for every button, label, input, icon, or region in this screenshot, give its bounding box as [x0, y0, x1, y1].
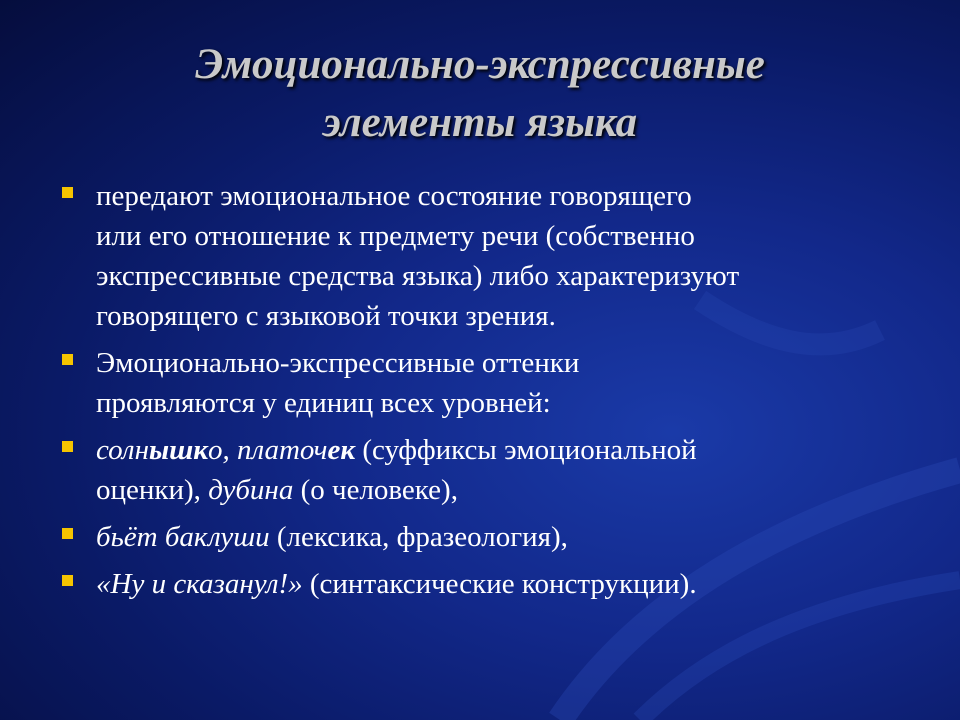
- bullet-3-text-1: (суффиксы эмоциональной: [355, 434, 697, 466]
- title-line-1: Эмоционально-экспрессивные: [195, 41, 765, 88]
- square-bullet-icon: [62, 354, 73, 365]
- bullet-1-line-3: экспрессивные средства языка) либо характеризуют: [96, 260, 740, 292]
- bullet-list: [58, 176, 908, 611]
- square-bullet-icon: [62, 528, 73, 539]
- bullet-item-5: [58, 564, 908, 604]
- bullet-2-line-2: проявляются у единиц всех уровней:: [96, 387, 551, 419]
- example-word-suffix-2: ек: [327, 434, 356, 466]
- bullet-3-text-3: (о человеке),: [293, 474, 458, 506]
- square-bullet-icon: [62, 441, 73, 452]
- title-line-2: элементы языка: [322, 99, 638, 146]
- example-word-3: дубина: [208, 474, 294, 506]
- example-separator: ,: [222, 434, 237, 466]
- example-word-root-1: солн: [96, 434, 149, 466]
- bullet-3-text-2: оценки),: [96, 474, 209, 506]
- bullet-5-text: (синтаксические конструкции).: [302, 568, 697, 600]
- bullet-item-4: [58, 517, 908, 557]
- square-bullet-icon: [62, 187, 73, 198]
- example-word-suffix-1: ышк: [148, 434, 208, 466]
- bullet-item-2: [58, 343, 908, 423]
- bullet-item-3: [58, 430, 908, 510]
- example-idiom: бьёт баклуши: [96, 521, 270, 553]
- square-bullet-icon: [62, 575, 73, 586]
- bullet-1-line-4: говорящего с языковой точки зрения.: [96, 300, 556, 332]
- example-word-ending-1: о: [207, 434, 223, 466]
- bullet-4-text: (лексика, фразеология),: [269, 521, 568, 553]
- example-word-root-2: платоч: [236, 434, 328, 466]
- example-phrase: «Ну и сказанул!»: [96, 568, 303, 600]
- bullet-1-line-2: или его отношение к предмету речи (собственно: [96, 220, 695, 252]
- bullet-1-line-1: передают эмоциональное состояние говорящего: [96, 180, 692, 212]
- bullet-item-1: [58, 176, 908, 336]
- bullet-2-line-1: Эмоционально-экспрессивные оттенки: [96, 347, 580, 379]
- slide-title: [40, 36, 920, 152]
